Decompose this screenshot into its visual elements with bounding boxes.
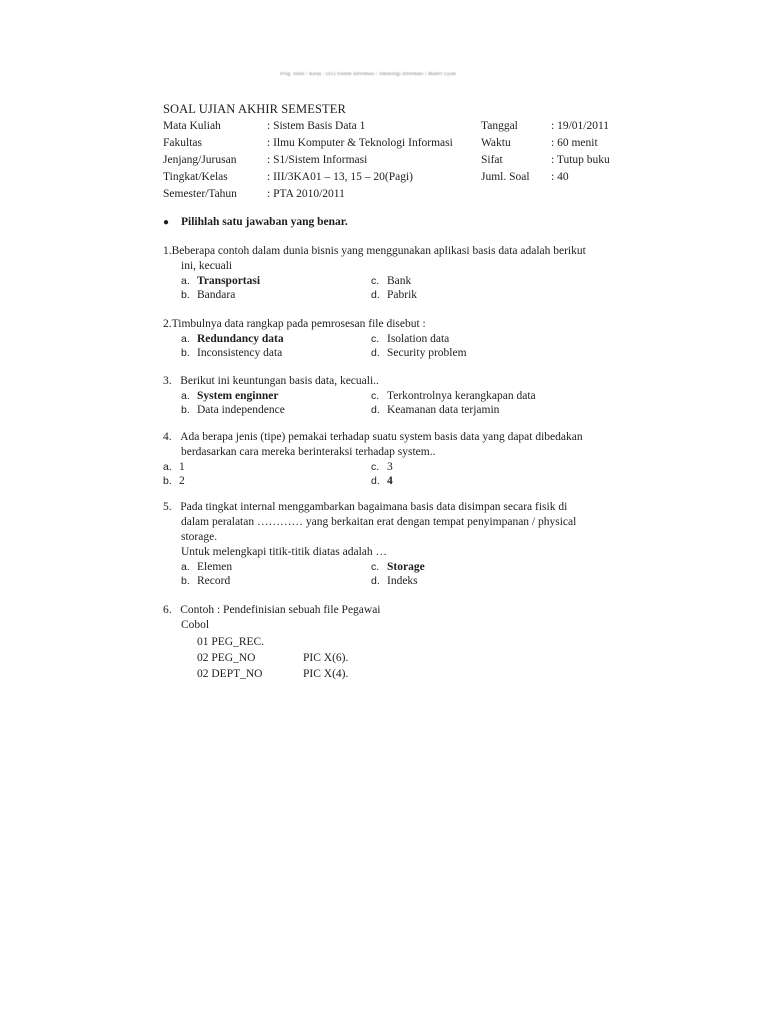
meta-label: Tanggal: [481, 120, 518, 132]
meta-value: : Ilmu Komputer & Teknologi Informasi: [267, 137, 453, 149]
meta-row: [163, 187, 623, 204]
question-text: Ada berapa jenis (tipe) pemakai terhadap suatu system basis data yang dapat dibedakan: [180, 431, 583, 443]
option-c: c. Terkontrolnya kerangkapan data: [371, 390, 536, 402]
code-pic: PIC X(6).: [303, 652, 349, 664]
option-b: b. Data independence: [181, 404, 285, 416]
options: [163, 332, 618, 362]
meta-row: [163, 170, 623, 187]
meta-label: Jenjang/Jurusan: [163, 154, 237, 166]
option-a: a. 1: [163, 461, 185, 473]
meta-value: : 60 menit: [551, 137, 598, 149]
question-4: [163, 430, 618, 490]
question-3: [163, 374, 618, 419]
option-c: c. 3: [371, 461, 393, 473]
question-text: Beberapa contoh dalam dunia bisnis yang menggunakan aplikasi basis data adalah berikut: [171, 245, 586, 257]
instruction: [163, 215, 348, 230]
code-pic: PIC X(4).: [303, 668, 349, 680]
option-c: c. Bank: [371, 275, 412, 287]
question-text: Cobol: [181, 619, 210, 631]
code-line: 02 DEPT_NO: [197, 668, 263, 680]
option-a: a. System enginner: [181, 390, 279, 402]
meta-label: Waktu: [481, 137, 511, 149]
question-text: Berikut ini keuntungan basis data, kecuali..: [180, 375, 379, 387]
meta-row: [163, 153, 623, 170]
meta-label: Tingkat/Kelas: [163, 171, 228, 183]
exam-meta-table: [163, 119, 623, 204]
question-number: 2.: [163, 318, 172, 330]
options: [163, 389, 618, 419]
meta-row: [163, 119, 623, 136]
meta-label: Juml. Soal: [481, 171, 530, 183]
question-number: 4.: [163, 431, 172, 443]
option-a: a. Transportasi: [181, 275, 261, 287]
option-d: d. Pabrik: [371, 289, 418, 301]
option-d: d. Keamanan data terjamin: [371, 404, 500, 416]
options: [163, 560, 618, 590]
question-text: Pada tingkat internal menggambarkan bagaimana basis data disimpan secara fisik di: [180, 501, 568, 513]
code-line: 02 PEG_NO: [197, 652, 256, 664]
meta-value: : 40: [551, 171, 569, 183]
meta-value: : III/3KA01 – 13, 15 – 20(Pagi): [267, 171, 413, 183]
meta-label: Sifat: [481, 154, 503, 166]
question-text: Untuk melengkapi titik-titik diatas adalah …: [181, 546, 387, 558]
option-d: d. 4: [371, 475, 393, 487]
question-text: Contoh : Pendefinisian sebuah file Pegawai: [180, 604, 381, 616]
question-text: storage.: [181, 531, 218, 543]
option-a: a. Redundancy data: [181, 333, 284, 345]
meta-value: : PTA 2010/2011: [267, 188, 345, 200]
meta-label: Semester/Tahun: [163, 188, 237, 200]
question-text: berdasarkan cara mereka berinteraksi terhadap system..: [181, 446, 436, 458]
question-2: [163, 317, 618, 362]
question-number: 6.: [163, 604, 172, 616]
option-b: b. Inconsistency data: [181, 347, 283, 359]
options: [163, 460, 618, 490]
question-text: ini, kecuali: [181, 260, 233, 272]
exam-page: [150, 72, 618, 692]
option-d: d. Security problem: [371, 347, 467, 359]
code-line: 01 PEG_REC.: [197, 636, 265, 648]
question-5: [163, 500, 618, 590]
header-top-line: Prog. Studi / Kelas : (S1) Sistem Informasi / Teknologi Informasi / Materi Ujian: [280, 72, 457, 77]
question-6: [163, 603, 618, 693]
cobol-code: [163, 633, 618, 693]
question-number: 1.: [163, 245, 172, 257]
question-1: [163, 244, 618, 304]
question-number: 3.: [163, 375, 172, 387]
question-number: 5.: [163, 501, 172, 513]
meta-row: [163, 136, 623, 153]
meta-label: Fakultas: [163, 137, 202, 149]
option-d: d. Indeks: [371, 575, 418, 587]
option-c: c. Isolation data: [371, 333, 450, 345]
exam-title: SOAL UJIAN AKHIR SEMESTER: [163, 102, 346, 116]
question-text: Timbulnya data rangkap pada pemrosesan file disebut :: [171, 318, 426, 330]
meta-label: Mata Kuliah: [163, 120, 221, 132]
options: [163, 274, 618, 304]
option-b: b. Record: [181, 575, 231, 587]
option-b: b. 2: [163, 475, 185, 487]
question-text: dalam peralatan ………… yang berkaitan erat dengan tempat penyimpanan / physical: [181, 516, 577, 528]
option-a: a. Elemen: [181, 561, 233, 573]
option-c: c. Storage: [371, 561, 425, 573]
bullet-icon: ●: [163, 217, 170, 228]
instruction-text: Pilihlah satu jawaban yang benar.: [181, 216, 348, 228]
option-b: b. Bandara: [181, 289, 236, 301]
meta-value: : 19/01/2011: [551, 120, 610, 132]
meta-value: : Tutup buku: [551, 154, 610, 166]
meta-value: : S1/Sistem Informasi: [267, 154, 368, 166]
meta-value: : Sistem Basis Data 1: [267, 120, 366, 132]
